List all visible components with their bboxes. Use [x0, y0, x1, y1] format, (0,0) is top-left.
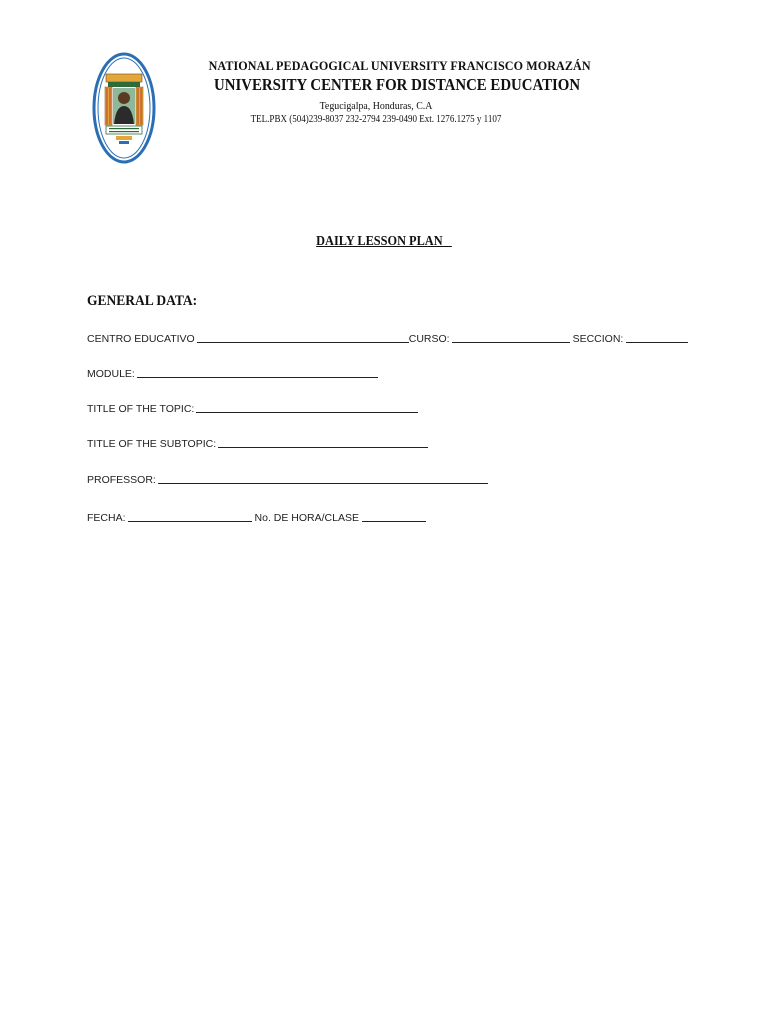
centro-field[interactable]	[197, 341, 409, 343]
professor-field[interactable]	[158, 482, 488, 484]
topic-field[interactable]	[196, 411, 418, 413]
university-name: NATIONAL PEDAGOGICAL UNIVERSITY FRANCISCO MORAZÁN	[208, 58, 591, 73]
fecha-field[interactable]	[128, 520, 252, 522]
form-row-professor	[87, 474, 488, 486]
fecha-label: FECHA:	[87, 512, 126, 524]
center-name: UNIVERSITY CENTER FOR DISTANCE EDUCATION	[214, 75, 581, 94]
hora-label: No. DE HORA/CLASE	[254, 512, 359, 524]
form-row-fecha	[87, 512, 426, 524]
curso-label: CURSO:	[408, 333, 450, 345]
form-row-centro	[87, 333, 688, 345]
form-row-subtopic	[87, 438, 428, 450]
topic-label: TITLE OF THE TOPIC:	[87, 403, 195, 415]
letterhead	[196, 58, 591, 125]
form-row-topic	[87, 403, 418, 415]
seccion-field[interactable]	[626, 341, 688, 343]
module-field[interactable]	[137, 376, 378, 378]
form-row-module	[87, 368, 378, 380]
subtopic-label: TITLE OF THE SUBTOPIC:	[87, 438, 217, 450]
centro-label: CENTRO EDUCATIVO	[87, 333, 195, 345]
subtopic-field[interactable]	[218, 446, 428, 448]
document-title: DAILY LESSON PLAN	[316, 234, 452, 249]
address: Tegucigalpa, Honduras, C.A	[319, 100, 433, 112]
curso-field[interactable]	[452, 341, 570, 343]
university-logo	[92, 52, 156, 164]
professor-label: PROFESSOR:	[87, 474, 156, 486]
hora-field[interactable]	[362, 520, 426, 522]
phone-numbers: TEL.PBX (504)239-8037 232-2794 239-0490 Ext. 1276.1275 y 1107	[250, 113, 502, 125]
module-label: MODULE:	[87, 368, 135, 380]
section-heading: GENERAL DATA:	[87, 293, 198, 309]
seccion-label: SECCION:	[572, 333, 624, 345]
